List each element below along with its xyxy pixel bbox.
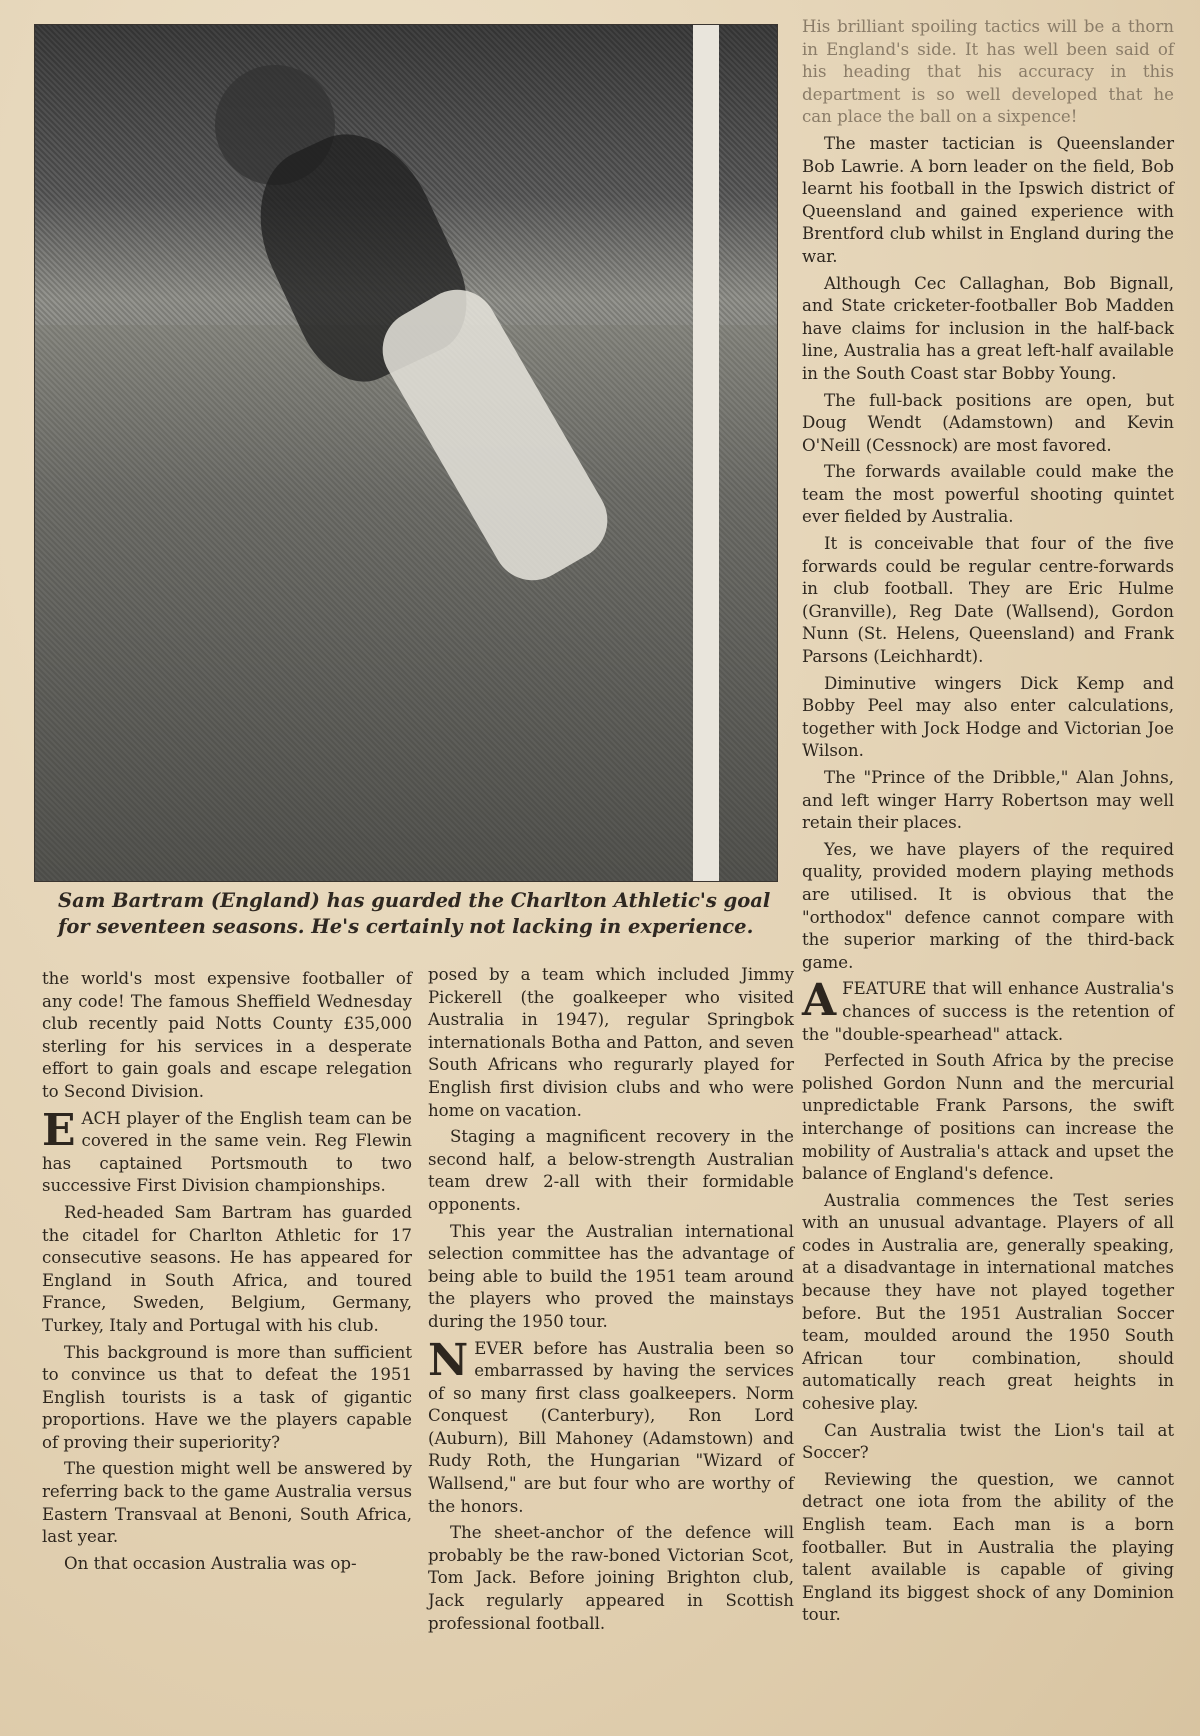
paragraph: The master tactician is Queenslander Bob Lawrie. A born leader on the field, Bob learnt his football in the Ipswich district of Queensland and gained experience with Brentford club whilst in England during the war. bbox=[802, 133, 1174, 266]
paragraph: Diminutive wingers Dick Kemp and Bobby Peel may also enter calculations, together with Jock Hodge and Victorian Joe Wilson. bbox=[802, 673, 1174, 761]
paragraph: posed by a team which included Jimmy Pickerell (the goalkeeper who visited Australia in 1947), regular Springbok internationals Botha and Patton, and seven South Africans who regurarly played for English first division clubs and who were home on vacation. bbox=[428, 965, 794, 1120]
paragraph: The full-back positions are open, but Doug Wendt (Adamstown) and Kevin O'Neill (Cessnock) are most favored. bbox=[802, 390, 1174, 455]
photo-goalpost bbox=[693, 25, 719, 881]
paragraph: Although Cec Callaghan, Bob Bignall, and State cricketer-footballer Bob Madden have claims for inclusion in the half-back line, Australia has a great left-half available in the South Coast star Bobby Young. bbox=[802, 273, 1174, 383]
paragraph: It is conceivable that four of the five forwards could be regular centre-forwards in club football. They are Eric Hulme (Granville), Reg Date (Wallsend), Gordon Nunn (St. Helens, Queensland) and Frank Parsons (Leichhardt). bbox=[802, 534, 1174, 667]
goalkeeper-photo bbox=[34, 24, 778, 882]
paragraph: Can Australia twist the Lion's tail at Soccer? bbox=[802, 1420, 1174, 1463]
paragraph-dropcap bbox=[42, 1104, 412, 1198]
article-column-right bbox=[802, 16, 1174, 1631]
paragraph-text: FEATURE that will enhance Australia's chances of success is the retention of the "double-spearhead" attack. bbox=[802, 979, 1174, 1044]
paragraph: The question might well be answered by referring back to the game Australia versus Eastern Transvaal at Benoni, South Africa, last year. bbox=[42, 1459, 412, 1547]
paragraph: On that occasion Australia was op- bbox=[64, 1553, 357, 1573]
article-column-middle bbox=[428, 964, 794, 1639]
drop-cap: A bbox=[802, 975, 837, 1027]
paragraph: His brilliant spoiling tactics will be a thorn in England's side. It has well been said of his heading that his accuracy in this department is so well developed that he can place the ball on a sixpence! bbox=[802, 17, 1174, 127]
paragraph: Red-headed Sam Bartram has guarded the citadel for Charlton Athletic for 17 consecutive seasons. He has appeared for England in South Africa, and toured France, Sweden, Belgium, Germany, Turkey, Italy and Portugal with his club. bbox=[42, 1202, 412, 1335]
photo-ground bbox=[35, 325, 777, 881]
article-column-left bbox=[42, 968, 412, 1579]
paragraph: The forwards available could make the team the most powerful shooting quintet ever fielded by Australia. bbox=[802, 462, 1174, 527]
paragraph: Australia commences the Test series with an unusual advantage. Players of all codes in Australia are, generally speaking, at a disadvantage in international matches because they have not played together before. But the 1951 Australian Soccer team, moulded around the 1950 South African tour combination, should automatically reach great heights in cohesive play. bbox=[802, 1190, 1174, 1414]
paragraph: The "Prince of the Dribble," Alan Johns, and left winger Harry Robertson may well retain their places. bbox=[802, 768, 1174, 833]
paragraph: Yes, we have players of the required quality, provided modern playing methods are utilised. It is obvious that the "orthodox" defence cannot compare with the superior marking of the third-back game. bbox=[802, 839, 1174, 972]
paragraph-dropcap bbox=[802, 975, 1174, 1046]
paragraph: Reviewing the question, we cannot detract one iota from the ability of the English team. Each man is a born footballer. But in Australia the playing talent available is capable of giving England its biggest shock of any Dominion tour. bbox=[802, 1469, 1174, 1625]
paragraph: Staging a magnificent recovery in the second half, a below-strength Australian team drew 2-all with their formidable opponents. bbox=[428, 1127, 794, 1214]
drop-cap: E bbox=[42, 1104, 76, 1156]
paragraph-text: EVER before has Australia been so embarrassed by having the services of so many first class goalkeepers. Norm Conquest (Canterbury), Ron Lord (Auburn), Bill Mahoney (Adamstown) and Rudy Roth, the Hungarian "Wizard of Wallsend," are but four who are worthy of the honors. bbox=[428, 1338, 794, 1516]
paragraph: The sheet-anchor of the defence will probably be the raw-boned Victorian Scot, Tom Jack. Before joining Brighton club, Jack regularly appeared in Scottish professional football. bbox=[428, 1523, 794, 1633]
paragraph: This year the Australian international selection committee has the advantage of being able to build the 1951 team around the players who proved the mainstays during the 1950 tour. bbox=[428, 1221, 794, 1331]
photo-caption: Sam Bartram (England) has guarded the Charlton Athletic's goal for seventeen seasons. He's certainly not lacking in experience. bbox=[58, 889, 771, 938]
paragraph-dropcap bbox=[428, 1334, 794, 1519]
paragraph: This background is more than sufficient to convince us that to defeat the 1951 English tourists is a task of gigantic proportions. Have we the players capable of proving their superiority? bbox=[42, 1342, 412, 1452]
drop-cap: N bbox=[428, 1334, 469, 1386]
paragraph: Perfected in South Africa by the precise polished Gordon Nunn and the mercurial unpredictable Frank Parsons, the swift interchange of positions can increase the mobility of Australia's attack and upset the balance of England's defence. bbox=[802, 1051, 1174, 1184]
paragraph-text: ACH player of the English team can be covered in the same vein. Reg Flewin has captained Portsmouth to two successive First Division championships. bbox=[42, 1108, 412, 1196]
paragraph: the world's most expensive footballer of any code! The famous Sheffield Wednesday club recently paid Notts County £35,000 sterling for his services in a desperate effort to gain goals and escape relegation to Second Division. bbox=[42, 969, 412, 1101]
